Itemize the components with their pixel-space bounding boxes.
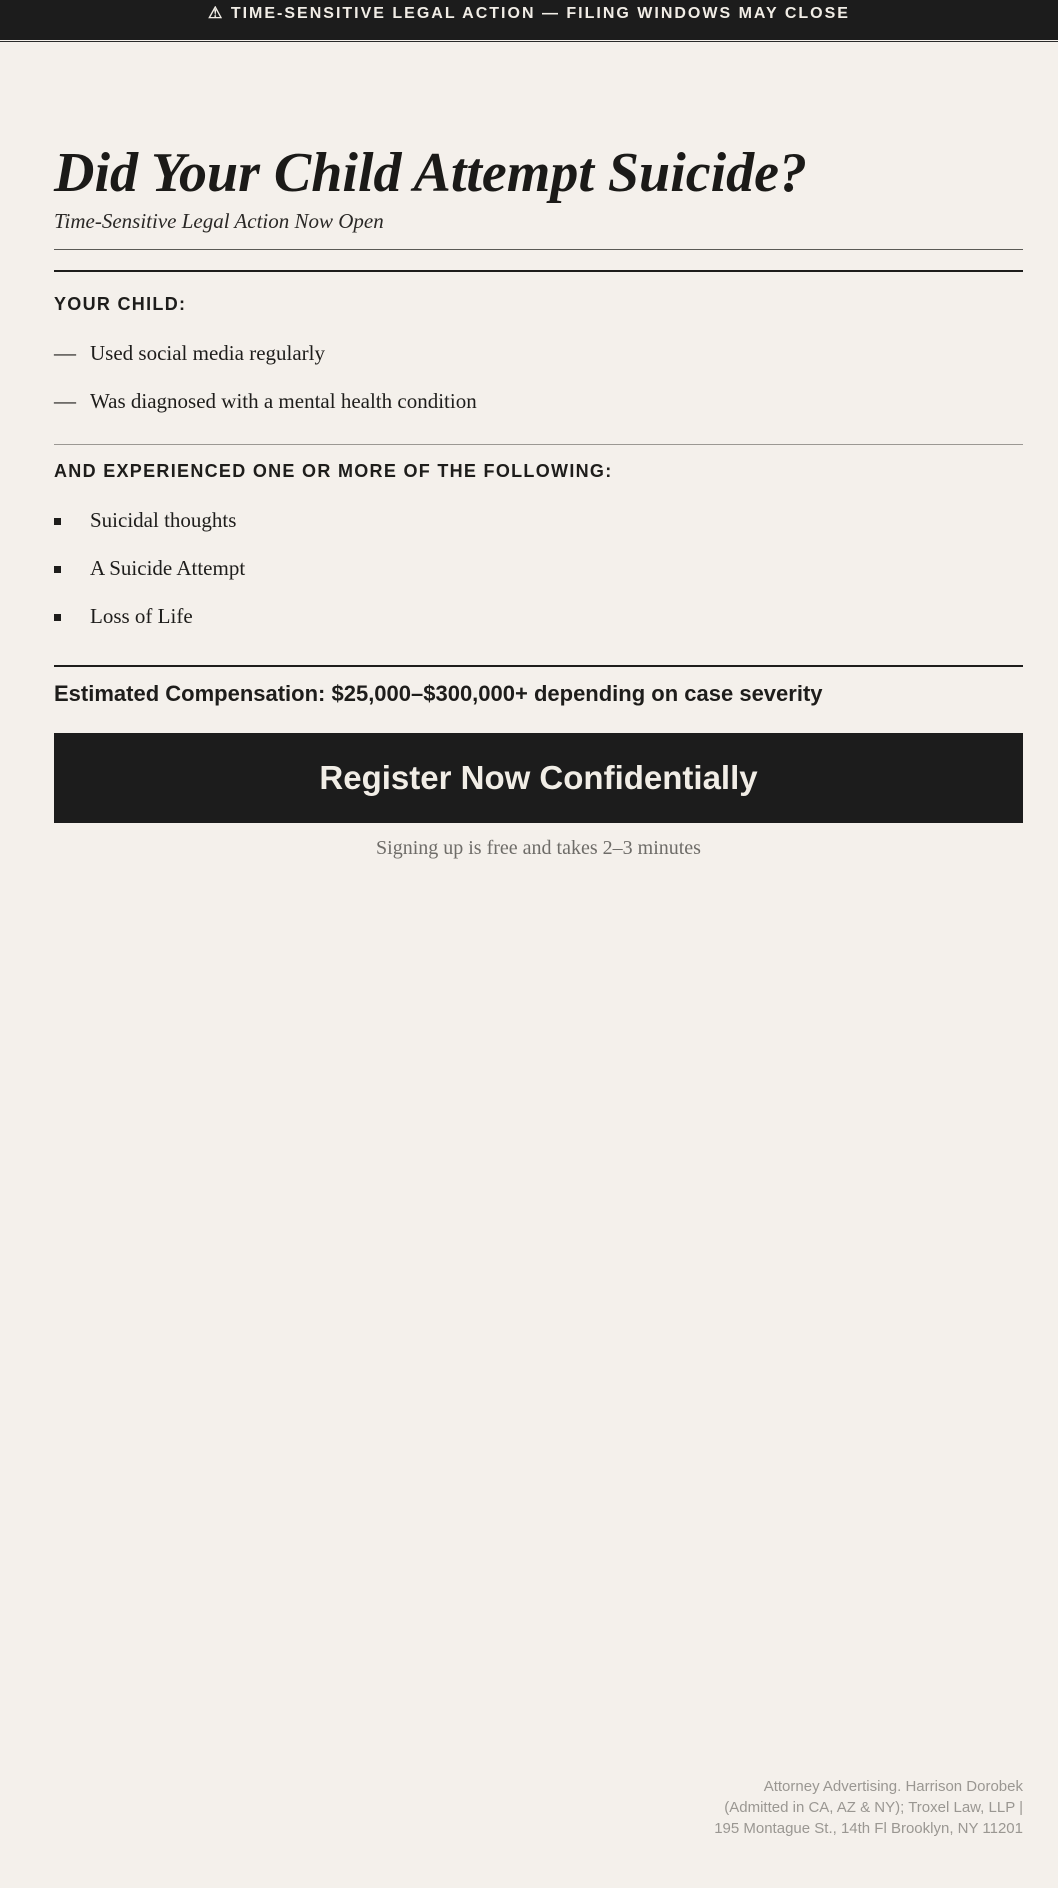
experiences-list xyxy=(54,496,1023,640)
list-item xyxy=(54,592,1023,640)
disclaimer-line: 195 Montague St., 14th Fl Brooklyn, NY 11201 xyxy=(714,1820,1023,1837)
banner-divider xyxy=(0,41,1058,42)
list-item xyxy=(54,496,1023,544)
signup-note: Signing up is free and takes 2–3 minutes xyxy=(376,837,701,859)
disclaimer xyxy=(523,1776,1023,1839)
section-divider xyxy=(54,444,1023,445)
disclaimer-line: Attorney Advertising. Harrison Dorobek xyxy=(763,1778,1023,1795)
list-item xyxy=(54,544,1023,592)
criteria-list xyxy=(54,329,1023,425)
main-content xyxy=(54,140,1023,860)
list-item xyxy=(54,329,1023,377)
title-divider-thin xyxy=(54,249,1023,250)
experiences-heading: AND EXPERIENCED ONE OR MORE OF THE FOLLOWING: xyxy=(54,461,613,481)
experience-item-label: Loss of Life xyxy=(90,603,193,628)
square-bullet-icon xyxy=(54,604,90,629)
disclaimer-line: (Admitted in CA, AZ & NY); Troxel Law, LLP | xyxy=(724,1799,1023,1816)
page-title: Did Your Child Attempt Suicide? xyxy=(54,142,808,204)
banner-text: ⚠ TIME-SENSITIVE LEGAL ACTION — FILING WINDOWS MAY CLOSE xyxy=(208,5,850,22)
compensation-divider xyxy=(54,665,1023,667)
dash-marker: — xyxy=(54,388,76,413)
experience-item-label: A Suicide Attempt xyxy=(90,555,246,580)
criteria-item-label: Used social media regularly xyxy=(90,340,325,365)
title-divider-thick xyxy=(54,270,1023,272)
criteria-item-label: Was diagnosed with a mental health condition xyxy=(90,388,477,413)
square-bullet-icon xyxy=(54,556,90,581)
register-button[interactable]: Register Now Confidentially xyxy=(54,733,1023,823)
square-bullet-icon xyxy=(54,508,90,533)
compensation-text: Estimated Compensation: $25,000–$300,000+ depending on case severity xyxy=(54,681,823,706)
top-banner xyxy=(0,0,1058,40)
experience-item-label: Suicidal thoughts xyxy=(90,507,237,532)
criteria-heading: YOUR CHILD: xyxy=(54,294,187,314)
list-item xyxy=(54,377,1023,425)
dash-marker: — xyxy=(54,340,76,365)
page-subtitle: Time-Sensitive Legal Action Now Open xyxy=(54,209,384,233)
